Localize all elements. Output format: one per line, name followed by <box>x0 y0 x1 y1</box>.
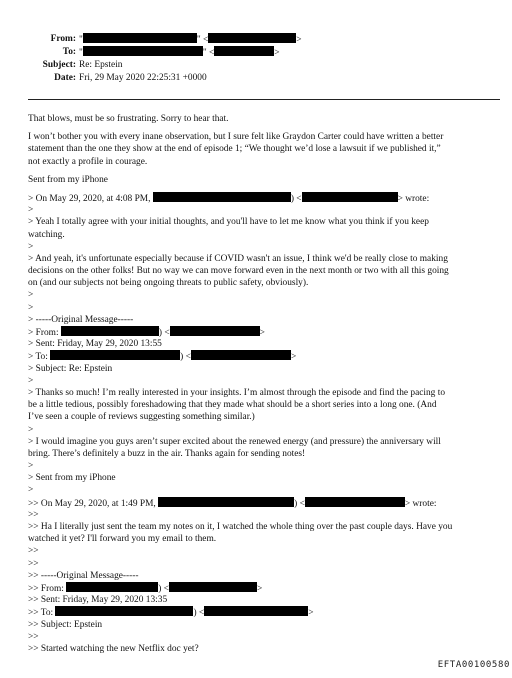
body-text-line: not exactly a profile in courage. <box>28 156 148 167</box>
quoted-text-line: be a little tedious, possibly foreshadowing that they made what should be a short series into a long one. (And <box>28 400 437 411</box>
to-label: To: <box>62 47 76 57</box>
to-mid: " < <box>202 48 215 58</box>
body-text-line: I won’t bother you with every inane observation, but I sure felt like Graydon Carter could have written a better <box>28 132 444 143</box>
header-date-row <box>0 72 512 85</box>
redaction-bar <box>83 33 197 43</box>
nested-subject-line: >> Subject: Epstein <box>28 619 103 630</box>
body-text-line: statement than the one they show at the end of episode 1; “We thought we’d lose a lawsuit if we published it,” <box>28 144 441 155</box>
header-subject-row <box>0 59 512 72</box>
quoted-text-line: bring. There’s definitely a buzz in the air. Thanks again for sending notes! <box>28 448 306 459</box>
redaction-bar <box>208 33 296 43</box>
nested-from-mid: ) < <box>158 583 169 594</box>
quote-attribution <box>28 192 502 204</box>
attribution-mid: ) < <box>290 193 302 204</box>
quoted-text-line: > Thanks so much! I’m really interested in your insights. I’m almost through the episode and find the pacing to <box>28 387 446 398</box>
quoted-from-mid: ) < <box>158 328 170 338</box>
body-paragraph: That blows, must be so frustrating. Sorry to hear that. <box>28 114 229 124</box>
nested-original-message-separator: >> -----Original Message----- <box>28 570 139 581</box>
from-value <box>79 33 302 47</box>
quoted-to-close: > <box>290 352 297 363</box>
redaction-bar <box>191 350 291 360</box>
quoted-subject-line: > Subject: Re: Epstein <box>28 363 113 374</box>
nested-from-label: >> From: <box>28 583 64 594</box>
subject-label: Subject: <box>42 60 76 70</box>
date-value: Fri, 29 May 2020 22:25:31 +0000 <box>79 73 207 83</box>
attribution-prefix: >> On May 29, 2020, at 1:49 PM, <box>28 498 156 509</box>
email-header <box>0 33 512 85</box>
nested-to-close: > <box>308 608 314 619</box>
quoted-text-line: > And yeah, it's unfortunate especially because if COVID wasn't an issue, I think we'd be really close to making <box>28 253 448 264</box>
quoted-text-line: > Yeah I totally agree with your initial thoughts, and you'll have to let me know what you think if you keep <box>28 217 429 228</box>
original-message-separator: > -----Original Message----- <box>28 314 134 325</box>
subject-value: Re: Epstein <box>79 60 123 70</box>
redaction-bar <box>214 46 274 56</box>
quote-blank-line: > <box>28 375 34 386</box>
attribution-mid: ) < <box>294 498 305 509</box>
redaction-bar <box>55 606 193 616</box>
redaction-bar <box>169 582 257 592</box>
signature-line: Sent from my iPhone <box>28 174 108 185</box>
quoted-to-mid: ) < <box>180 352 191 363</box>
nested-quote-attribution <box>28 497 502 509</box>
redaction-bar <box>83 46 203 56</box>
redaction-bar <box>66 582 158 592</box>
from-open-quote: " <box>79 35 83 45</box>
nested-quote-blank-line: >> <box>28 558 39 569</box>
quoted-to-label: > To: <box>28 352 48 363</box>
date-label: Date: <box>54 73 76 83</box>
redaction-bar <box>204 606 308 616</box>
quote-blank-line: > <box>28 485 34 496</box>
to-close: > <box>274 48 280 58</box>
redaction-bar <box>305 497 405 507</box>
redaction-bar <box>302 192 398 202</box>
to-value <box>79 46 280 60</box>
redaction-bar <box>153 192 291 202</box>
attribution-suffix: > wrote: <box>404 498 437 509</box>
nested-quote-blank-line: >> <box>28 546 39 557</box>
email-body <box>28 113 502 655</box>
quoted-text-line: watching. <box>28 229 65 240</box>
nested-quote-blank-line: >> <box>28 509 39 520</box>
nested-quoted-text-line: watched it yet? I'll forward you my email to them. <box>28 534 217 545</box>
quote-blank-line: > <box>28 302 34 313</box>
nested-to-line <box>28 606 502 618</box>
document-id-stamp: EFTA00100580 <box>437 660 510 670</box>
from-mid: " < <box>196 35 209 45</box>
nested-from-line <box>28 582 502 594</box>
attribution-suffix: > wrote: <box>397 193 430 204</box>
header-to-row <box>0 46 512 59</box>
quoted-from-label: > From: <box>28 328 59 338</box>
quoted-to-line <box>28 350 502 362</box>
quoted-from-line <box>28 326 502 338</box>
to-open-quote: " <box>79 48 83 58</box>
from-label: From: <box>50 34 76 44</box>
nested-from-close: > <box>256 583 263 594</box>
header-from-row <box>0 33 512 46</box>
nested-to-label: >> To: <box>28 608 54 619</box>
quote-blank-line: > <box>28 424 34 435</box>
header-divider <box>28 99 500 100</box>
quote-blank-line: > <box>28 241 34 252</box>
nested-sent-line: >> Sent: Friday, May 29, 2020 13:35 <box>28 595 168 606</box>
quoted-text-line: > I would imagine you guys aren’t super excited about the renewed energy (and pressure) the anniversary will <box>28 436 441 447</box>
quoted-text-line: I’ve seen a couple of reviews suggesting something similar.) <box>28 412 255 423</box>
quote-blank-line: > <box>28 290 34 301</box>
redaction-bar <box>158 497 294 507</box>
redaction-bar <box>50 350 180 360</box>
redaction-bar <box>61 326 159 336</box>
nested-to-mid: ) < <box>193 608 205 619</box>
nested-quote-blank-line: >> <box>28 631 39 642</box>
quoted-sent-line: > Sent: Friday, May 29, 2020 13:55 <box>28 339 162 350</box>
quoted-from-close: > <box>259 328 265 338</box>
nested-quoted-text-line: >> Started watching the new Netflix doc yet? <box>28 643 199 654</box>
from-close: > <box>296 35 302 45</box>
nested-quoted-text-line: >> Ha I literally just sent the team my notes on it, I watched the whole thing over the past couple days. Have you <box>28 522 453 532</box>
quoted-text-line: on (and our subjects not being ongoing threats to public safety, obviously). <box>28 278 309 289</box>
quote-blank-line: > <box>28 205 34 216</box>
attribution-prefix: > On May 29, 2020, at 4:08 PM, <box>28 193 151 204</box>
quote-blank-line: > <box>28 461 34 472</box>
quoted-text-line: decisions on the other folks! But no way we can move forward even in the next month or two with all this going <box>28 266 449 277</box>
quoted-signature-line: > Sent from my iPhone <box>28 473 116 484</box>
redaction-bar <box>170 326 260 336</box>
